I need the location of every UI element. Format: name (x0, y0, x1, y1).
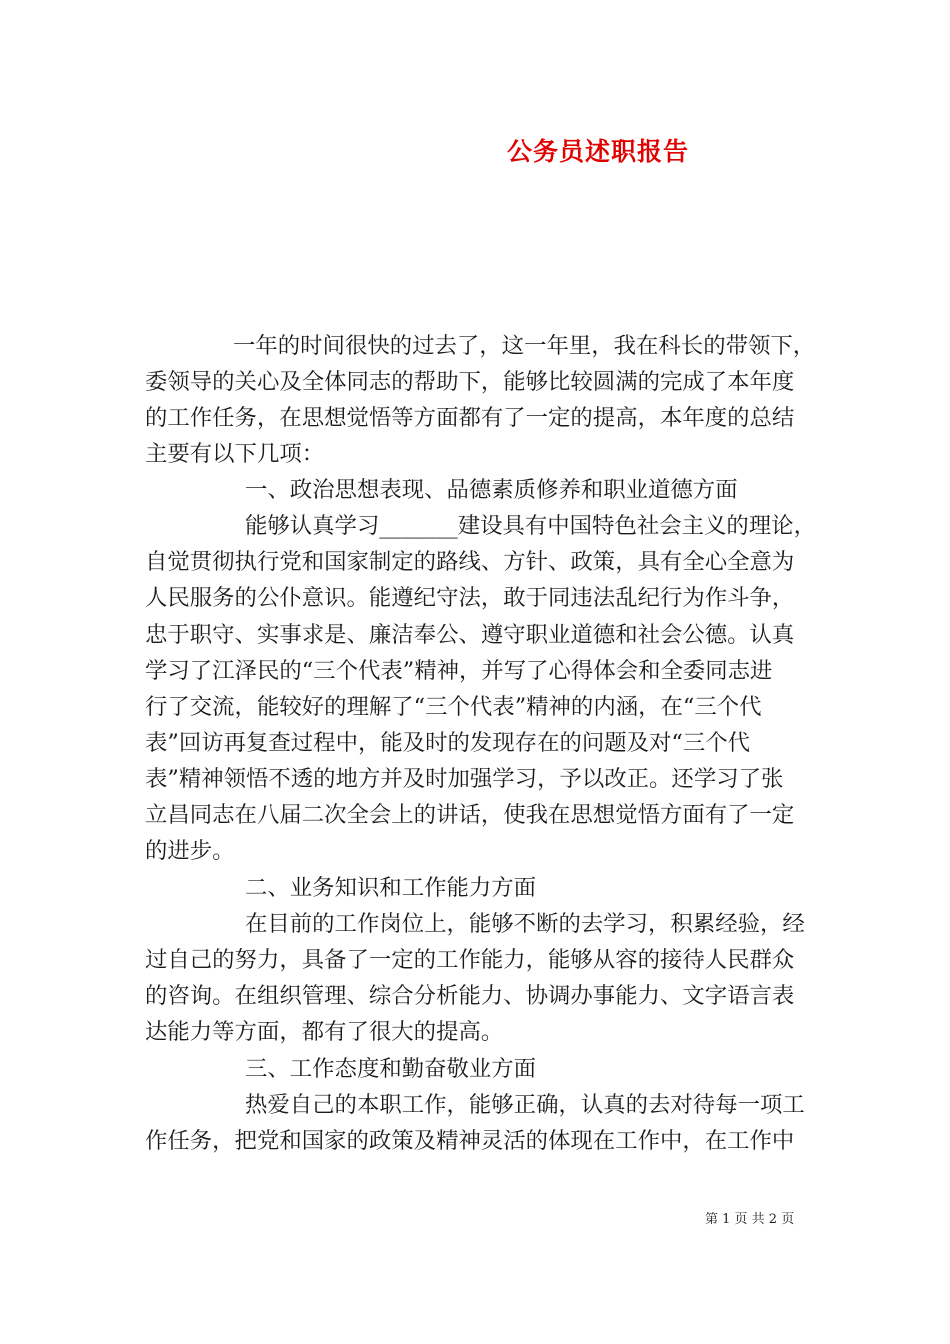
body-line: 作任务，把党和国家的政策及精神灵活的体现在工作中，在工作中 (145, 1128, 795, 1154)
page-number-footer: 第 1 页 共 2 页 (705, 1212, 795, 1227)
body-line: 学习了江泽民的“三个代表”精神，并写了心得体会和全委同志进 (145, 658, 773, 684)
body-line: 人民服务的公仆意识。能遵纪守法，敢于同违法乱纪行为作斗争， (145, 585, 795, 611)
body-line: 立昌同志在八届二次全会上的讲话，使我在思想觉悟方面有了一定 (145, 802, 795, 828)
body-line: 表”精神领悟不透的地方并及时加强学习，予以改正。还学习了张 (145, 766, 784, 792)
body-line: 热爱自己的本职工作，能够正确，认真的去对待每一项工 (245, 1092, 805, 1118)
body-line: 能够认真学习_______建设具有中国特色社会主义的理论， (245, 513, 816, 539)
section-heading: 三、工作态度和勤奋敬业方面 (245, 1056, 537, 1082)
page-title: 公务员述职报告 (506, 137, 689, 166)
body-line: 的进步。 (145, 838, 235, 864)
section-heading: 二、业务知识和工作能力方面 (245, 875, 537, 901)
body-line: 委领导的关心及全体同志的帮助下，能够比较圆满的完成了本年度 (145, 369, 795, 395)
section-heading: 一、政治思想表现、品德素质修养和职业道德方面 (245, 477, 738, 503)
body-line: 过自己的努力，具备了一定的工作能力，能够从容的接待人民群众 (145, 947, 795, 973)
body-line: 主要有以下几项： (145, 441, 325, 467)
body-line: 的咨询。在组织管理、综合分析能力、协调办事能力、文字语言表 (145, 983, 795, 1009)
body-line: 自觉贯彻执行党和国家制定的路线、方针、政策，具有全心全意为 (145, 549, 795, 575)
body-line: 一年的时间很快的过去了，这一年里，我在科长的带领下， (233, 333, 816, 359)
body-line: 表”回访再复查过程中，能及时的发现存在的问题及对“三个代 (145, 730, 751, 756)
body-line: 在目前的工作岗位上，能够不断的去学习，积累经验，经 (245, 911, 805, 937)
body-line: 达能力等方面，都有了很大的提高。 (145, 1019, 504, 1045)
body-line: 行了交流，能较好的理解了“三个代表”精神的内涵，在“三个代 (145, 694, 762, 720)
body-line: 忠于职守、实事求是、廉洁奉公、遵守职业道德和社会公德。认真 (145, 622, 795, 648)
body-line: 的工作任务，在思想觉悟等方面都有了一定的提高，本年度的总结 (145, 405, 795, 431)
